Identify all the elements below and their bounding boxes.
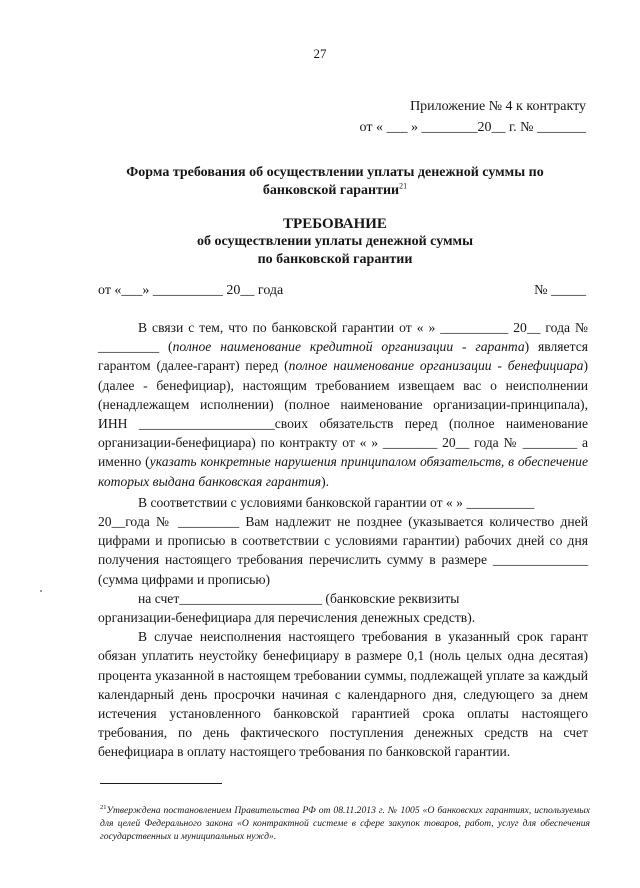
- demand-heading: [100, 215, 570, 269]
- appendix-reference: [360, 96, 586, 138]
- paragraph-grounds-violations-placeholder: указать конкретные нарушения принципалом обязательств, в обеспечение которых выдана банковская гарантия: [98, 454, 588, 489]
- demand-body: [98, 318, 588, 762]
- paragraph-penalty: В случае неисполнения настоящего требования в указанный срок гарант обязан уплатить неустойку бенефициару в размере 0,1 (ноль целых одна десятая) процента указанной в настоящем требовании суммы, подлежащей уплате за каждый календарный день просрочки начиная с календарного дня, следующего за днем истечения установленного банковской гарантией срока оплаты настоящего требования, по день фактического поступления денежных средств на счет бенефициара в оплату настоящего требования по банковской гарантии.: [98, 629, 588, 760]
- footnote: [100, 804, 590, 843]
- demand-title: ТРЕБОВАНИЕ: [283, 216, 387, 232]
- form-title-line-2-text: банковской гарантии: [262, 183, 400, 198]
- appendix-title: Приложение № 4 к контракту: [410, 99, 586, 114]
- paragraph-grounds-guarantor-placeholder: полное наименование кредитной организации - гаранта: [172, 339, 525, 355]
- scan-speck: [40, 590, 42, 592]
- paragraph-grounds-text-a: В связи с тем, что по банковской гарантии от « » __________ 20__ года № _________ (: [98, 320, 588, 355]
- paragraph-account-line-2: организации-бенефициара для перечисления денежных средств).: [98, 610, 476, 626]
- footnote-reference: 21: [399, 181, 408, 191]
- demand-date-line: от «___» __________ 20__ года: [98, 283, 284, 298]
- footnote-divider: [100, 783, 222, 784]
- demand-subtitle-2: по банковской гарантии: [257, 252, 413, 267]
- paragraph-grounds: [98, 318, 588, 491]
- paragraph-account-line-1: на счет_____________________ (банковские реквизиты: [138, 590, 460, 606]
- demand-subtitle-1: об осуществлении уплаты денежной суммы: [196, 234, 474, 249]
- footnote-text: Утверждена постановлением Правительства РФ от 08.11.2013 г. № 1005 «О банковских гарантиях, используемых для целей Федерального закона «О контрактной системе в сфере закупок товаров, работ, услуг для обеспечения государственных и муниципальных нужд».: [100, 805, 590, 842]
- form-title-line-1: Форма требования об осуществлении уплаты денежной суммы по: [126, 165, 544, 180]
- form-title: [100, 164, 570, 200]
- form-title-line-2: [100, 182, 570, 200]
- paragraph-grounds-beneficiary-placeholder: полное наименование организации - бенефициара: [288, 358, 584, 374]
- page-number: 27: [313, 46, 327, 61]
- paragraph-grounds-text-g: ).: [321, 473, 330, 489]
- paragraph-terms-body: 20__года № _________ Вам надлежит не позднее (указывается количество дней цифрами и прописью в соответствии с условиями гарантии) рабочих дней со дня получения настоящего требования перечислить сумму в размере ______________ (сумма цифрами и прописью): [98, 514, 588, 587]
- paragraph-grounds-text-e: ) (далее - бенефициар), настоящим требованием извещаем вас о неисполнении (ненадлежащем исполнении) (полное наименование организации-принципала), ИНН ____________________своих обязательств перед (полное наименование организации-бенефициара) по контракту от « » ________ 20__ года № ________ а именно (: [98, 358, 588, 470]
- footnote-number: 21: [100, 803, 107, 811]
- appendix-date-number: от « ___ » ________20__ г. № _______: [359, 120, 586, 135]
- demand-number-line: № _____: [534, 283, 586, 298]
- paragraph-grounds-text-c: ) является гарантом (далее-гарант) перед (: [98, 339, 588, 374]
- paragraph-terms-line-1: В соответствии с условиями банковской гарантии от « » __________: [138, 494, 535, 510]
